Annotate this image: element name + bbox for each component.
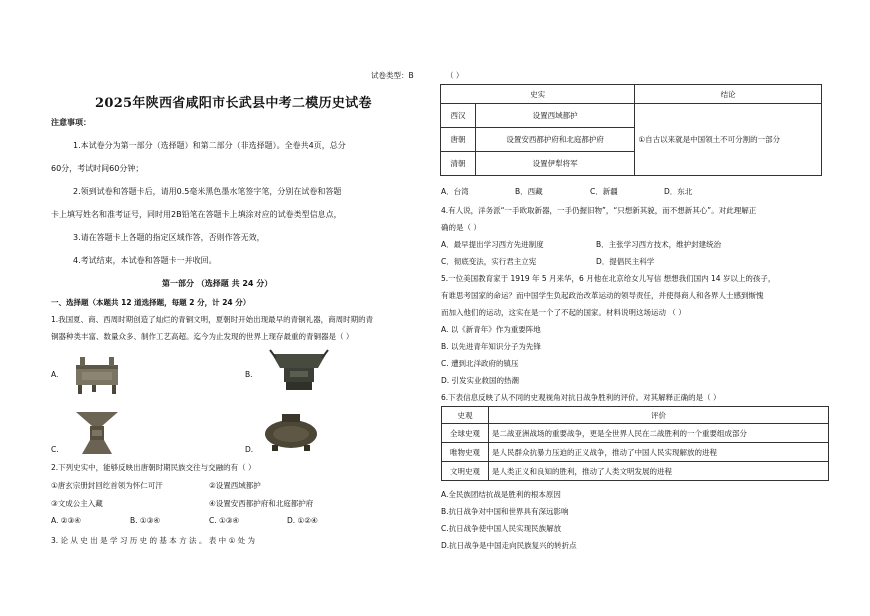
paper-type: 试卷类型：B <box>371 71 414 80</box>
q6-option-c[interactable]: C.抗日战争使中国人民实现民族解放 <box>441 524 562 533</box>
q2-item-4: ④设置安西都护府和北庭都护府 <box>209 499 314 508</box>
q3-stem: 3. 论 从 史 出 是 学 习 历 史 的 基 本 方 法 。 表 中 ① 处 为 <box>51 536 256 545</box>
q3-era: 西汉 <box>441 104 476 128</box>
q6-table-header-view: 史观 <box>442 407 489 424</box>
q4-stem-line: 确的是（ ） <box>441 223 481 232</box>
q4-stem-line: 4.有人说，洋务派“一手欧取新器，一手仍握旧物”，“只想新其貌，而不想新其心”。对此理解正 <box>441 206 757 215</box>
q5-stem-line: 5.一位美国教育家于 1919 年 5 月来华，6 月他在北京给女儿写信 想想我们国内 14 岁以上的孩子， <box>441 274 776 283</box>
q6-eval: 是人类正义和良知的胜利，推动了人类文明发展的进程 <box>489 462 829 481</box>
q2-option-d[interactable]: D. ①②④ <box>287 516 318 525</box>
q6-option-d[interactable]: D.抗日战争是中国走向民族复兴的转折点 <box>441 541 577 550</box>
zun-icon <box>268 348 330 393</box>
q3-table-header-conclusion: 结论 <box>635 85 822 104</box>
notes-item: 3.请在答题卡上各题的指定区域作答，否则作答无效， <box>73 233 265 242</box>
q3-era: 清朝 <box>441 152 476 176</box>
q1-stem-line: 1.我国夏、商、西周时期创造了灿烂的青铜文明，夏朝时开始出现最早的青铜礼器，商周时期的青 <box>51 315 374 324</box>
ding-icon <box>68 355 126 395</box>
q3-conclusion: ①自古以来就是中国领土不可分割的一部分 <box>635 104 822 176</box>
q1-option-a[interactable]: A. <box>51 370 59 379</box>
q3-option-b[interactable]: B．西藏 <box>515 187 543 196</box>
q6-option-b[interactable]: B.抗日战争对中国和世界具有深远影响 <box>441 507 569 516</box>
q3-option-d[interactable]: D．东北 <box>664 187 693 196</box>
q5-stem-line: 而加入他们的运动，这实在是一个了不起的国家。材料说明这场运动 （ ） <box>441 308 686 317</box>
q1-option-c[interactable]: C. <box>51 445 59 454</box>
q1-stem-line: 铜器种类丰富、数量众多、制作工艺高超。迄今为止发现的世界上现存最重的青铜器是（ ） <box>51 332 354 341</box>
q4-option-a[interactable]: A．最早提出学习西方先进制度 <box>441 240 544 249</box>
q6-option-a[interactable]: A.全民族团结抗战是胜利的根本原因 <box>441 490 561 499</box>
q3-paren: （ ） <box>446 71 464 80</box>
q5-option-c[interactable]: C. 遭到北洋政府的镇压 <box>441 359 519 368</box>
q4-option-c[interactable]: C．彻底变法，实行君主立宪 <box>441 257 537 266</box>
notes-item: 2.领到试卷和答题卡后，请用0.5毫米黑色墨水笔签字笔，分别在试卷和答题 <box>73 187 342 196</box>
q1-option-d[interactable]: D. <box>245 445 254 454</box>
q3-fact: 设置西域都护 <box>476 104 635 128</box>
q6-view: 全球史观 <box>442 424 489 443</box>
q6-eval: 是二战亚洲战场的重要战争，更是全世界人民在二战胜利的一个重要组成部分 <box>489 424 829 443</box>
q3-option-c[interactable]: C．新疆 <box>590 187 618 196</box>
q2-item-1: ①唐玄宗册封回纥首领为怀仁可汗 <box>51 481 163 490</box>
q3-era: 唐朝 <box>441 128 476 152</box>
q3-table-header-fact: 史实 <box>441 85 635 104</box>
q6-view: 文明史观 <box>442 462 489 481</box>
q1-option-b[interactable]: B. <box>245 370 253 379</box>
q5-option-b[interactable]: B. 以先进青年知识分子为先锋 <box>441 342 541 351</box>
q6-table-header-eval: 评价 <box>489 407 829 424</box>
q6-table <box>441 406 829 481</box>
q2-stem: 2.下列史实中，能够反映出唐朝时期民族交往与交融的有（ ） <box>51 463 256 472</box>
section-heading: 一、选择题（本题共 12 道选择题，每题 2 分，计 24 分） <box>51 298 251 307</box>
q5-option-a[interactable]: A. 以《新青年》作为重要阵地 <box>441 325 541 334</box>
part1-title: 第一部分 （选择题 共 24 分） <box>162 279 273 288</box>
q3-option-a[interactable]: A．台湾 <box>441 187 469 196</box>
q6-stem: 6.下表信息反映了从不同的史观视角对抗日战争胜利的评价。对其解释正确的是（ ） <box>441 393 721 402</box>
notes-item: 60分，考试时间60分钟； <box>51 164 144 173</box>
pot-icon <box>260 412 322 452</box>
notes-item: 1.本试卷分为第一部分（选择题）和第二部分（非选择题）。全卷共4页，总分 <box>73 141 346 150</box>
q2-item-2: ②设置西域都护 <box>209 481 261 490</box>
q6-view: 唯物史观 <box>442 443 489 462</box>
notes-item: 卡上填写姓名和准考证号，同时用2B铅笔在答题卡上填涂对应的试卷类型信息点， <box>51 210 342 219</box>
q4-option-d[interactable]: D．提倡民主科学 <box>596 257 655 266</box>
q2-option-a[interactable]: A. ②③④ <box>51 516 81 525</box>
q3-fact: 设置伊犁将军 <box>476 152 635 176</box>
page-title: 2025年陕西省咸阳市长武县中考二模历史试卷 <box>95 96 372 111</box>
q5-option-d[interactable]: D. 引发实业救国的热潮 <box>441 376 520 385</box>
q2-option-b[interactable]: B. ①③④ <box>130 516 161 525</box>
q5-stem-line: 有谁思考国家的命运？而中国学生负起政治改革运动的领导责任，并使得商人和各界人士感到惭愧 <box>441 291 764 300</box>
gu-icon <box>72 410 122 455</box>
q3-fact: 设置安西都护府和北庭都护府 <box>476 128 635 152</box>
notes-heading: 注意事项： <box>51 118 91 127</box>
notes-item: 4.考试结束，本试卷和答题卡一并收回。 <box>73 256 217 265</box>
q2-option-c[interactable]: C. ①③④ <box>209 516 240 525</box>
q3-table <box>440 84 822 176</box>
q2-item-3: ③文成公主入藏 <box>51 499 103 508</box>
q6-eval: 是人民群众抗暴力压迫的正义战争，推动了中国人民实现解放的进程 <box>489 443 829 462</box>
q4-option-b[interactable]: B．主张学习西方技术，维护封建统治 <box>596 240 722 249</box>
